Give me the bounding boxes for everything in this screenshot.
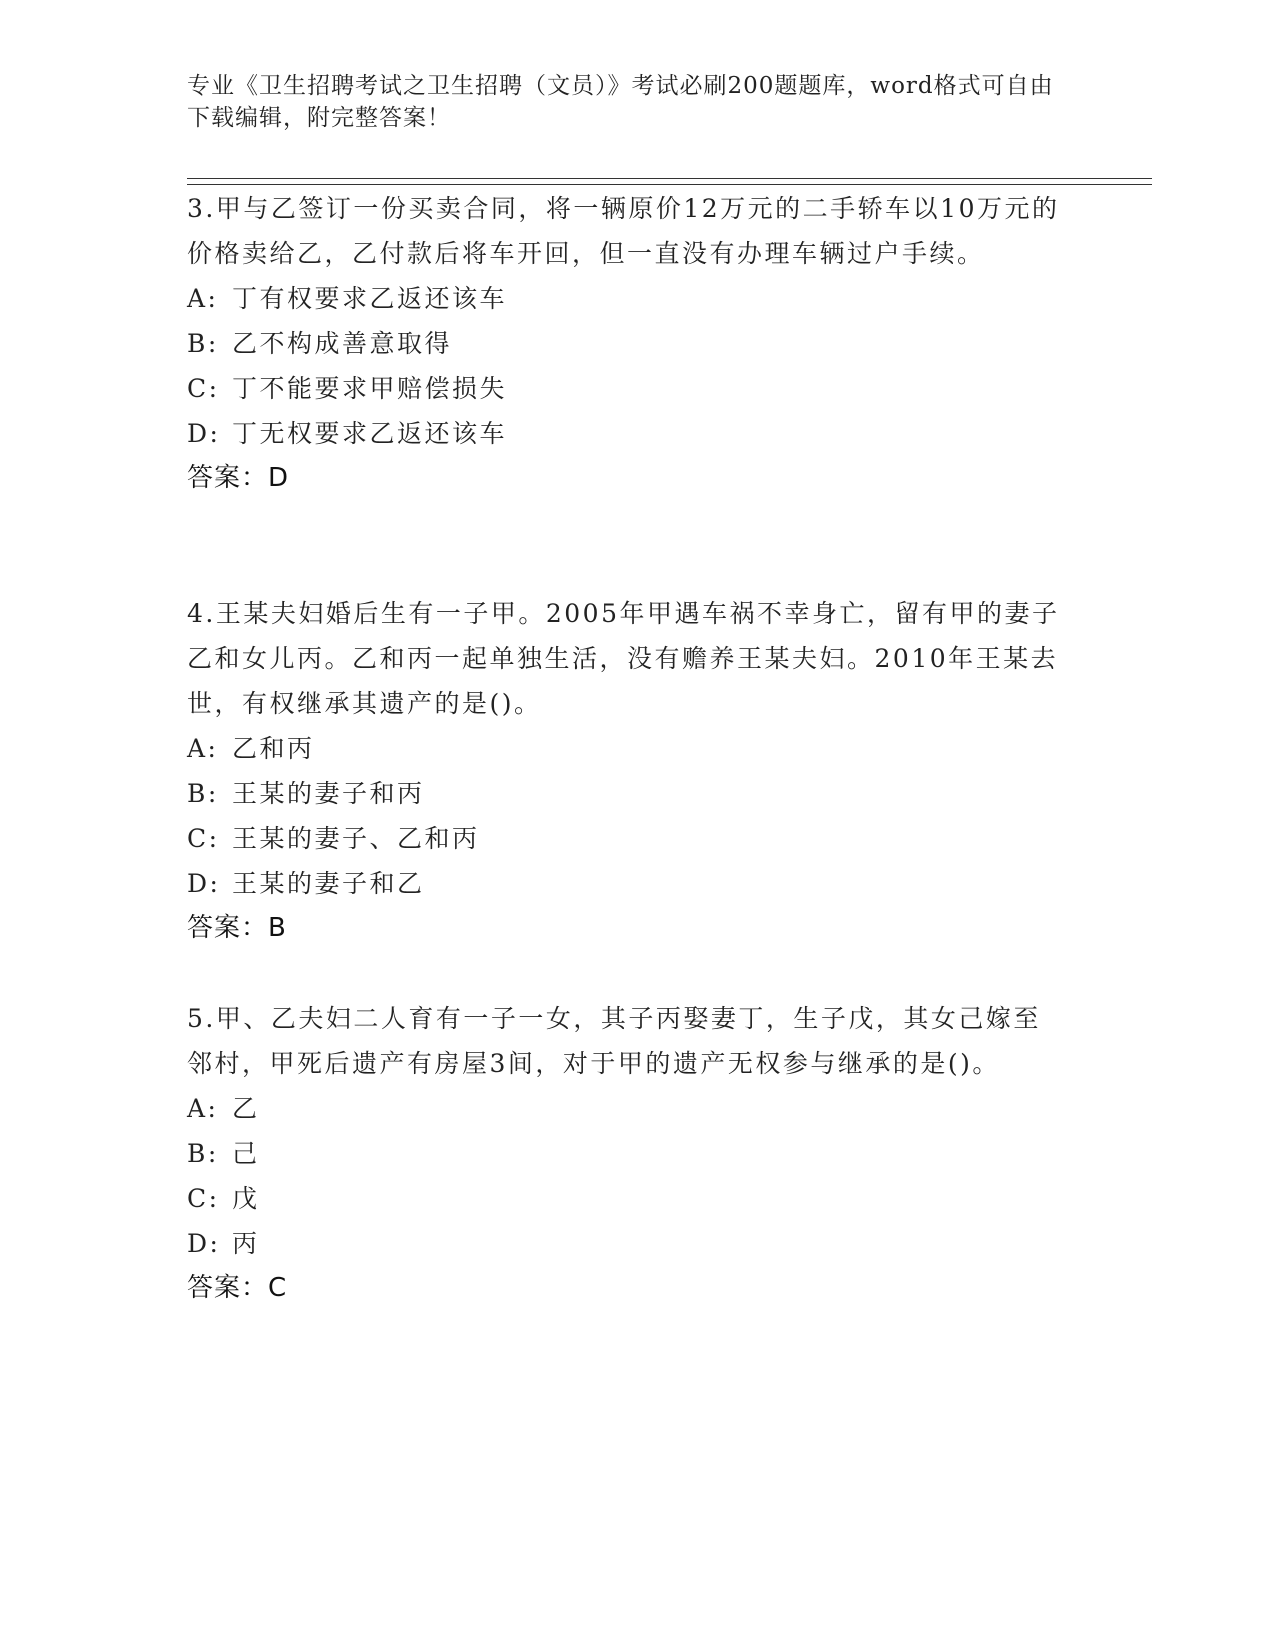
option-letter: C: (187, 1184, 220, 1213)
option-text: 王某的妻子和丙 (232, 779, 425, 808)
header-rule-top (187, 178, 1152, 179)
option-c (187, 816, 1067, 861)
header-rule-bottom (187, 184, 1152, 185)
option-b (187, 1131, 1067, 1176)
option-text: 乙不构成善意取得 (232, 329, 453, 358)
option-letter: B: (187, 329, 219, 358)
option-text: 丁无权要求乙返还该车 (232, 419, 508, 448)
question-stem: 4.王某夫妇婚后生有一子甲。2005年甲遇车祸不幸身亡，留有甲的妻子乙和女儿丙。乙和丙一起单独生活，没有赡养王某夫妇。2010年王某去世，有权继承其遗产的是()。 (187, 599, 1060, 718)
document-header: 专业《卫生招聘考试之卫生招聘（文员）》考试必刷200题题库，word格式可自由下载编辑，附完整答案！ (187, 73, 1054, 131)
answer-line: 答案：B (187, 913, 287, 943)
option-letter: C: (187, 374, 220, 403)
option-b (187, 771, 1067, 816)
answer-line: 答案：D (187, 463, 290, 493)
option-text: 己 (232, 1139, 260, 1168)
option-text: 乙和丙 (232, 734, 315, 763)
question-stem: 5.甲、乙夫妇二人育有一子一女，其子丙娶妻丁，生子戊，其女己嫁至邻村，甲死后遗产有房屋3间，对于甲的遗产无权参与继承的是()。 (187, 1004, 1041, 1078)
option-letter: B: (187, 779, 219, 808)
option-text: 乙 (232, 1094, 260, 1123)
answer-line: 答案：C (187, 1273, 288, 1303)
option-text: 丙 (232, 1229, 260, 1258)
option-list (187, 726, 1067, 906)
option-letter: C: (187, 824, 220, 853)
option-list (187, 1086, 1067, 1266)
option-letter: D: (187, 869, 221, 898)
option-text: 戊 (232, 1184, 260, 1213)
question-stem: 3.甲与乙签订一份买卖合同，将一辆原价12万元的二手轿车以10万元的价格卖给乙，乙付款后将车开回，但一直没有办理车辆过户手续。 (187, 194, 1060, 268)
option-text: 丁不能要求甲赔偿损失 (232, 374, 508, 403)
option-text: 王某的妻子和乙 (232, 869, 425, 898)
question-5 (187, 996, 1067, 1311)
option-letter: A: (187, 1094, 219, 1123)
option-d (187, 861, 1067, 906)
option-c (187, 366, 1067, 411)
option-d (187, 411, 1067, 456)
option-letter: A: (187, 734, 219, 763)
option-a (187, 1086, 1067, 1131)
question-4 (187, 591, 1067, 951)
option-c (187, 1176, 1067, 1221)
option-a (187, 726, 1067, 771)
option-a (187, 276, 1067, 321)
option-letter: D: (187, 419, 221, 448)
option-list (187, 276, 1067, 456)
option-letter: B: (187, 1139, 219, 1168)
option-text: 丁有权要求乙返还该车 (232, 284, 508, 313)
question-3 (187, 186, 1067, 501)
option-letter: D: (187, 1229, 221, 1258)
option-b (187, 321, 1067, 366)
option-d (187, 1221, 1067, 1266)
option-letter: A: (187, 284, 219, 313)
option-text: 王某的妻子、乙和丙 (232, 824, 480, 853)
